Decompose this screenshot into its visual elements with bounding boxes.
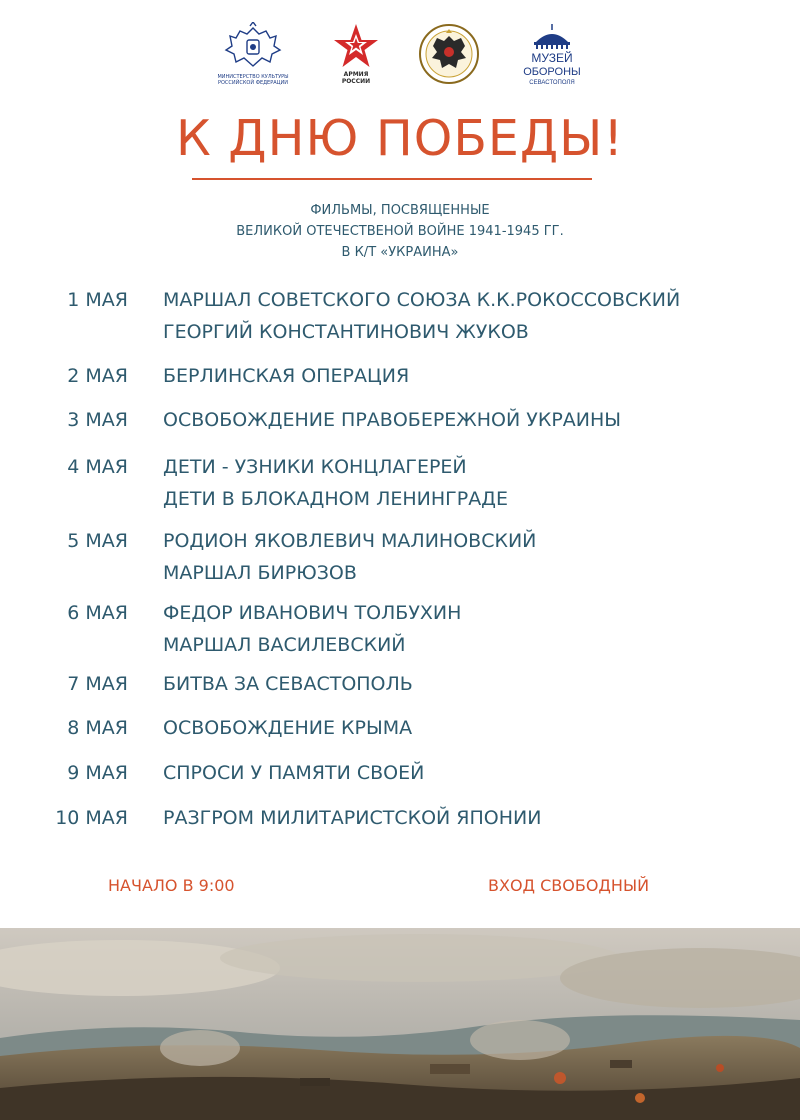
film-title: ГЕОРГИЙ КОНСТАНТИНОВИЧ ЖУКОВ — [163, 321, 529, 343]
schedule-date: 4 МАЯ — [67, 456, 128, 478]
free-entry-note: ВХОД СВОБОДНЫЙ — [488, 876, 650, 895]
schedule-date: 6 МАЯ — [67, 602, 128, 624]
schedule-date: 2 МАЯ — [67, 365, 128, 387]
subtitle — [0, 200, 800, 263]
subtitle-line2: ВЕЛИКОЙ ОТЕЧЕСТВЕНОЙ ВОЙНЕ 1941-1945 ГГ. — [236, 224, 564, 239]
red-star-icon — [330, 22, 382, 70]
schedule-films — [163, 597, 793, 661]
ministry-caption-line2: РОССИЙСКОЙ ФЕДЕРАЦИИ — [217, 80, 289, 86]
museum-line1: МУЗЕЙ — [531, 51, 573, 65]
film-title: ОСВОБОЖДЕНИЕ КРЫМА — [163, 717, 413, 739]
schedule-films — [163, 757, 793, 789]
title-underline — [192, 178, 592, 180]
schedule-date: 10 МАЯ — [55, 807, 128, 829]
schedule-date: 1 МАЯ — [67, 289, 128, 311]
film-title: ДЕТИ В БЛОКАДНОМ ЛЕНИНГРАДЕ — [163, 488, 509, 510]
film-title: ДЕТИ - УЗНИКИ КОНЦЛАГЕРЕЙ — [163, 456, 467, 478]
film-title: МАРШАЛ СОВЕТСКОГО СОЮЗА К.К.РОКОССОВСКИЙ — [163, 289, 681, 311]
film-title: РОДИОН ЯКОВЛЕВИЧ МАЛИНОВСКИЙ — [163, 530, 537, 552]
museum-line2: ОБОРОНЫ — [523, 66, 581, 78]
schedule-date: 7 МАЯ — [67, 673, 128, 695]
schedule-films — [163, 668, 793, 700]
film-title: БЕРЛИНСКАЯ ОПЕРАЦИЯ — [163, 365, 410, 387]
schedule-films — [163, 525, 793, 589]
schedule-date: 8 МАЯ — [67, 717, 128, 739]
film-title: БИТВА ЗА СЕВАСТОПОЛЬ — [163, 673, 413, 695]
ministry-of-culture-logo — [210, 22, 296, 92]
schedule-films — [163, 404, 793, 436]
russian-coat-of-arms-icon — [210, 22, 296, 74]
schedule-date: 5 МАЯ — [67, 530, 128, 552]
sevastopol-defense-museum-logo — [522, 22, 582, 92]
schedule-date: 9 МАЯ — [67, 762, 128, 784]
film-title: СПРОСИ У ПАМЯТИ СВОЕЙ — [163, 762, 425, 784]
schedule-films — [163, 712, 793, 744]
subtitle-line3: В К/Т «УКРАИНА» — [341, 245, 459, 260]
subtitle-line1: ФИЛЬМЫ, ПОСВЯЩЕННЫЕ — [310, 203, 490, 218]
schedule-date: 3 МАЯ — [67, 409, 128, 431]
schedule-films — [163, 802, 793, 834]
military-historical-emblem — [418, 22, 480, 92]
start-time-note: НАЧАЛО В 9:00 — [108, 876, 235, 895]
schedule-films — [163, 284, 793, 348]
film-title: ОСВОБОЖДЕНИЕ ПРАВОБЕРЕЖНОЙ УКРАИНЫ — [163, 409, 622, 431]
army-caption-line1: АРМИЯ — [343, 71, 369, 78]
army-of-russia-logo — [330, 22, 382, 92]
panorama-building-icon — [522, 22, 582, 88]
panorama-painting — [0, 928, 800, 1120]
schedule-films — [163, 451, 793, 515]
film-title: РАЗГРОМ МИЛИТАРИСТСКОЙ ЯПОНИИ — [163, 807, 542, 829]
page-title: К ДНЮ ПОБЕДЫ! — [175, 110, 625, 167]
film-title: ФЕДОР ИВАНОВИЧ ТОЛБУХИН — [163, 602, 462, 624]
battle-panorama-image — [0, 928, 800, 1120]
film-title: МАРШАЛ БИРЮЗОВ — [163, 562, 357, 584]
partner-logos — [0, 22, 800, 92]
double-headed-eagle-icon — [418, 22, 480, 86]
army-caption-line2: РОССИИ — [341, 78, 371, 85]
film-title: МАРШАЛ ВАСИЛЕВСКИЙ — [163, 634, 406, 656]
museum-line3: СЕВАСТОПОЛЯ — [529, 80, 575, 86]
schedule-films — [163, 360, 793, 392]
ministry-caption-line1: МИНИСТЕРСТВО КУЛЬТУРЫ — [217, 74, 289, 80]
